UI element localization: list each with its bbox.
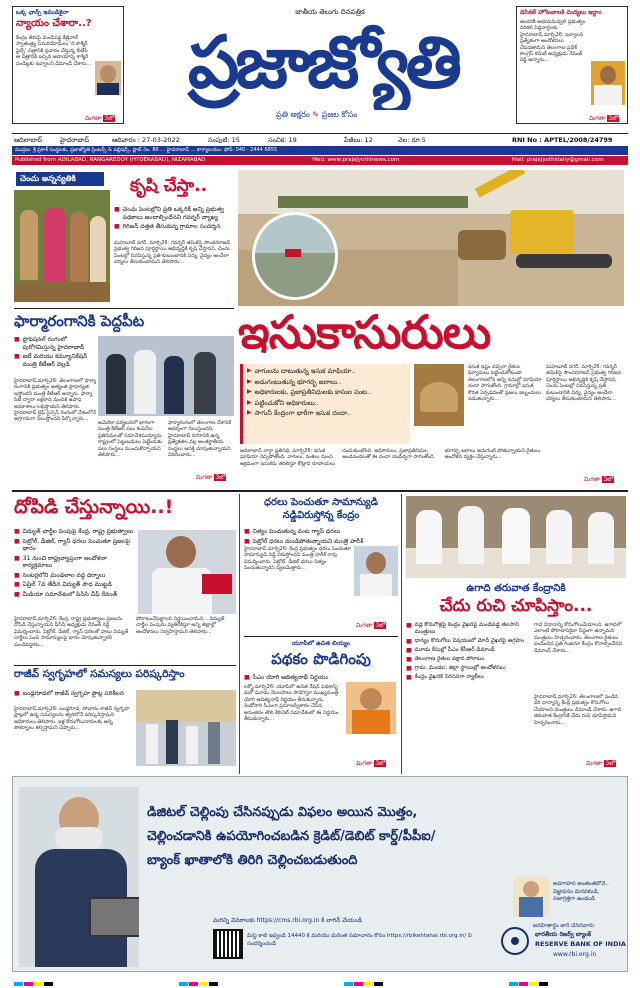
left-headline: న్యాయం చేశారా..? bbox=[16, 18, 92, 29]
bullet-icon: ■ bbox=[406, 656, 412, 663]
ad-more-link[interactable]: మరిన్ని వివరాలకు https://cms.rbi.org.in కి లాగిన్ చేయండి bbox=[213, 917, 362, 924]
bullet-icon: ■ bbox=[14, 353, 20, 360]
triangle-icon: ▶ bbox=[247, 388, 252, 395]
published-from: Published from ADILABAD, RANGAREDDY (HYDERABAD), NIZAMABAD bbox=[15, 157, 206, 163]
lead-points: ▶ వాగులను దాటుతున్న ఇసుక మాఫియా.. ▶ అడుగంటుతున్న భూగర్భ జలాలు.. ▶ అధికారులకు, ప్రజాప్రతినిధులకు కాసుల పంట.. ▶ పట్టించుకోని అధికారులు.. ▶ సాగునీ కేంద్రంగా భారీగా ఇసుక దందా.. bbox=[240, 364, 410, 444]
lead-body-3: ఇసుక ఇష్టం వచ్చినా రైతుల ఫిర్యాదులు పట్టించుకోకుండా తెలంగాణలోని అన్ని నదుల్లో మాఫియా దందా సాగుతోంది. గ్రామాల్లో ఇసుక కొరత ఏర్పడడంతో ప్రజలు ఇబ్బందులు పడుతున్నారు... bbox=[468, 364, 542, 403]
bullet-icon: ■ bbox=[406, 647, 412, 654]
bullet-icon: ■ bbox=[114, 223, 120, 230]
ugadi-bullets: ■ వడ్ల కొనుగోళ్లపై కేంద్రం వైఖరిపై మండిపడ్డ తలసాని మంత్రులు ■ ధాన్యం కొనుగోలు విషయంలో మోదీ వైఖరిపై ఆగ్రహం ■ మూడు కేసుల్లో సీఎం కేసీఆర్ డిమాండ్ ■ తెలంగాణ రైతుల పక్షాన పోరాటం ■ గ్రామ, మండల, జిల్లా స్థాయిల్లో ఆందోళనలు ■ కేంద్రం వైఖరికి నిరసనగా ర్యాలీలు bbox=[406, 622, 524, 681]
address-bar: ముద్రణ: శ్రీ ప్రకాశ్ సంస్థలకు, ప్రజాజ్యోతి ప్రింటర్స్ & పబ్లిషర్స్, ప్లాట్ నెం. 80 ... హైదరాబాద్ ... కార్యాలయం: ఫోన్: 040 - 2444 6855 bbox=[12, 146, 628, 155]
ad-line-2: చెల్లించడానికి ఉపయోగించబడిన క్రెడిట్/డెబిట్ కార్డ్/పీపీఐ/ bbox=[147, 829, 436, 844]
bullet-icon: ■ bbox=[14, 690, 20, 697]
bullet-icon: ■ bbox=[406, 622, 412, 629]
lead-body-2: ఆదిలాబాద్ వార్తా ప్రతినిధి, మార్చి26: ఇసుక మాఫియా రెచ్చిపోతోంది. వాగులు, వంకలు నుంచి అక్రమంగా ఇసుకను తరలిస్తూ కోట్లాది రూపాయలు దండుకుంటోంది. అధికారులు, ప్రజాప్రతినిధుల అండదండలతో ఈ దందా యథేచ్ఛగా సాగుతోంది. భూగర్భ జలాలు అడుగంటి పోతున్నాయని రైతులు ఆందోళన వ్యక్తం చేస్తున్నారు... bbox=[240, 448, 541, 467]
prices-headline: ధరలు పెంచుతూ సామాన్యుడి నడ్డివిరుస్తోన్న కేంద్రం bbox=[263, 497, 379, 521]
rajiv-inspection-photo bbox=[136, 690, 236, 766]
pen-icon: ✎ bbox=[312, 110, 320, 119]
yogi-headline: పథకం పొడిగింపు bbox=[271, 650, 371, 668]
pharma-rule bbox=[14, 308, 234, 309]
left-kicker: ఒక్క ఛాన్స్ ఇవండికైనా bbox=[16, 9, 69, 16]
yogi-bullet: ■ సీఎం యోగి ఆదిత్యనాథ్ నిర్ణయం bbox=[244, 674, 329, 681]
loot-body: హైదరాబాద్,మార్చి26: కేంద్ర, రాష్ట్ర ప్రభుత్వాలు ప్రజలను దోపిడి చేస్తున్నాయని పీసీసీ అధ్యక్షుడు రేవంత్ రెడ్డి విమర్శించారు. పెట్రోల్, డీజిల్, గ్యాస్ ధరలతో పాటు విద్యుత్ చార్జీలు పెంచి సామాన్యులపై భారం మోపుతున్నారని మండిపడ్డారు... bbox=[14, 616, 129, 648]
pharma-body-2: అమెరికా పర్యటనలో భాగంగా మంత్రి కేటీఆర్ పలు కంపెనీల ప్రతినిధులతో సమావేశమయ్యారు. రాష్ట్రంలో పెట్టుబడులు పెట్టేందుకు పలు సంస్థలు ముందుకొచ్చాయని తెలిపారు... bbox=[98, 420, 163, 459]
edition: ఆదిలాబాద్ bbox=[14, 136, 43, 144]
kejriwal-photo bbox=[95, 61, 121, 95]
ugadi-body-2: హైదరాబాద్,మార్చి26: తెలంగాణలో పండిన వరి ధాన్యాన్ని కేంద్ర ప్రభుత్వం కొనుగోలు చేయాలని మంత్రులు డిమాండ్ చేశారు. ఉగాది తరువాత కేంద్రానికి చేదు రుచి చూపిస్తామని హెచ్చరించారు... bbox=[534, 694, 622, 726]
ad-line-3: బ్యాంక్ ఖాతాలోకి తిరిగి చెల్లించబడుతుంది bbox=[147, 853, 358, 868]
prices-bullets: ■ నిత్యం పెంచుతున్న వంట గ్యాస్ ధరలు ■ పెట్రోల్ ధరలు మండిపోతున్నాయని మంత్రి హరీశ్ bbox=[244, 528, 364, 545]
sand-inset-photo bbox=[252, 212, 338, 300]
bullet-icon: ■ bbox=[406, 674, 412, 681]
ktr-meeting-photo bbox=[98, 336, 234, 416]
loot-bullets: ■ విద్యుత్ చార్జీల పెంపుపై కేంద్ర, రాష్ట్ర ప్రభుత్వాలు ■ పెట్రోల్, డీజిల్, గ్యాస్ ధరలు పెంచుతూ ప్రజలపై భారం ■ 31 నుంచి రాష్ట్రవ్యాప్తంగా ఆందోళనా కార్యక్రమాలు ■ సెంటర్లలోని మండలాల వద్ద ధర్నాలు ■ ఏప్రిల్ 7వ తేదీన విద్యుత్ సౌధ ముట్టడి ■ మీడియా సమావేశంలో పిసిసి చీఫ్ రేవంత్ bbox=[14, 528, 134, 598]
ugadi-headline: చేదు రుచి చూపిస్తాం... bbox=[439, 596, 593, 616]
qr-code[interactable] bbox=[213, 929, 243, 959]
rajiv-headline: రాజీవ్ స్వగృహలో సమస్యలు పరిష్కరిస్తాం bbox=[14, 668, 185, 680]
bullet-icon: ■ bbox=[14, 336, 20, 343]
lead-kicker: చెంచు అన్నన్యతికి bbox=[16, 172, 104, 186]
right-more[interactable]: మిగతా 3లో bbox=[589, 115, 619, 122]
mail[interactable]: Mail: prajajyothidaily@gmail.com bbox=[512, 157, 604, 163]
triangle-icon: ▶ bbox=[247, 409, 252, 416]
announcer-illustration bbox=[513, 877, 549, 917]
ugadi-more[interactable]: మిగతా 3లో bbox=[586, 760, 616, 767]
amitabh-photo bbox=[19, 787, 139, 967]
tagline: జాతీయ తెలుగు దినపత్రిక bbox=[295, 8, 365, 16]
left-more[interactable]: మిగతా 3లో bbox=[85, 115, 115, 122]
volume: సంపుటి: 15 bbox=[208, 136, 240, 144]
bullet-icon: ■ bbox=[244, 674, 250, 681]
masthead-right-box bbox=[516, 6, 628, 124]
right-body: అందరికీ అభయమివ్వలి ప్రభుత్వం దిరికలి పెద్దివార్తలకు హైదరాబాద్,మార్చి26: ఇవ్వాలని ప్రత్యేకంగా ఆందోళనలు చేపడతామని తెలంగాణ ప్రదేశ్ కాంగ్రెస్ కమిటీ అధ్యక్షుడు రేవంత్ రెడ్డి అన్నారు... bbox=[520, 19, 586, 64]
ministers-press-photo bbox=[406, 496, 626, 578]
yogi-more[interactable]: మిగతా 3లో bbox=[356, 760, 386, 767]
revanth-photo bbox=[591, 61, 625, 105]
pharma-headline: ఫార్మారంగానికి పెద్దపీట bbox=[14, 312, 145, 330]
loot-headline: దోపిడి చేస్తున్నాయి..! bbox=[14, 496, 174, 518]
rbi-telugu-name: భారతీయ రిజర్వ్ బ్యాంక్ bbox=[535, 931, 592, 938]
yogi-body: లక్నో,మార్చి26: యూపీలో ఉచిత రేషన్ పథకాన్ని మరో మూడు నెలలపాటు పొడిగిస్తూ ముఖ్యమంత్రి యోగి ఆదిత్యనాథ్ నిర్ణయం తీసుకున్నారు. రెండోసారి సీఎంగా ప్రమాణస్వీకారం చేసిన అనంతరం తొలి కేబినెట్ సమావేశంలో ఈ నిర్ణయం తీసుకున్నారు... bbox=[244, 684, 339, 723]
rbi-ad bbox=[12, 776, 628, 972]
masthead-left-box bbox=[12, 6, 124, 124]
lead-body: మహబూబ్ నగర్, మార్చి26: గవర్నర్ తమిళిసై సౌందరరాజన్ ప్రభుత్వ గిరిజన పూర్తిస్థాయి అభివృద్ధికి కృషి చేస్తానని, చెంచు పెంటల్లో నివసిస్తున్న ప్రతి కుటుంబానికి విద్య, వైద్యం అందేలా చర్యలు తీసుకుంటామని తెలిపారు... bbox=[114, 240, 231, 266]
bullet-icon: ■ bbox=[244, 528, 250, 535]
lead-body-4: మహబూబ్ నగర్, మార్చి26: గవర్నర్ తమిళిసై సౌందరరాజన్ ప్రభుత్వ గిరిజన పూర్తిస్థాయి అభివృద్ధికి కృషి చేస్తానని, చెంచు పెంటల్లో నివసిస్తున్న ప్రతి కుటుంబానికి విద్య, వైద్యం అందేలా చర్యలు తీసుకుంటామని తెలిపారు... bbox=[546, 364, 621, 403]
slogan: ప్రతి అక్షరం ✎ ప్రజల కోసం bbox=[276, 110, 358, 119]
triangle-icon: ▶ bbox=[247, 377, 252, 385]
color-registration-marks bbox=[14, 976, 626, 986]
bullet-icon: ■ bbox=[114, 206, 120, 213]
yogi-photo bbox=[346, 682, 396, 734]
left-body: కేంద్రం తీరుపై మండిపడ్డ కేజ్రీవాల్ స్వాతంత్ర్య సమరయోధులు 'ది కాశ్మీర్ ఫైల్స్' చిత్రానికి ప్రచారం చేస్తున్న బీజేపీ ఆ చిత్రానికి ఇచ్చిన ఆదాయాన్ని కాశ్మీరీ పండిట్లకు ఇవ్వాలని డిమాండ్ చేశారు... bbox=[16, 35, 92, 67]
triangle-icon: ▶ bbox=[247, 398, 252, 406]
bullet-icon: ■ bbox=[244, 537, 250, 545]
bullet-icon: ■ bbox=[14, 581, 20, 588]
rbi-seal-icon bbox=[501, 927, 529, 955]
rajiv-body: హైదరాబాద్,మార్చి26: బండ్లగూడ, పోచారం రాజీవ్ స్వగృహ ప్లాట్లలో ఉన్న సమస్యలను త్వరలోనే పరిష్కరిస్తామని అధికారులు తెలిపారు. ఇళ్ల కొనుగోలుదారులకు అన్ని సౌకర్యాలు కల్పిస్తామని చెప్పారు... bbox=[14, 706, 130, 732]
dateline-top-rule bbox=[12, 133, 628, 134]
city: హైదరాబాద్ bbox=[60, 136, 89, 144]
pages: పేజీలు: 12 bbox=[344, 136, 373, 144]
bullet-icon: ■ bbox=[14, 528, 20, 535]
bullet-icon: ■ bbox=[14, 554, 20, 562]
rajiv-rule bbox=[14, 665, 236, 666]
pharma-body: హైదరాబాద్,మార్చి26: తెలంగాణలో ఫార్మా రంగానికి ప్రభుత్వం అత్యంత ప్రాధాన్యత ఇస్తోందని మంత్రి కేటీఆర్ అన్నారు. ఫార్మా సిటీ ద్వారా లక్షలాది మందికి ఉపాధి అవకాశాలు లభిస్తాయని తెలిపారు. హైదరాబాద్ లైఫ్ సైన్సెస్ రంగంలో దేశంలోనే అగ్రగామిగా నిలుస్తోందని పేర్కొన్నారు... bbox=[14, 378, 96, 423]
ad-issued-by: జనహితార్థం జారీ చేసినవారు bbox=[533, 923, 594, 929]
pharma-more[interactable]: మిగతా 3లో bbox=[196, 474, 226, 481]
price: వెల: రూ.5 bbox=[398, 136, 426, 144]
loot-body-2: పోరాటంచేపట్టాలని నిర్ణయించామని... విద్యుత్ చార్జీల పెంపును వ్యతిరేకిస్తూ అన్ని జిల్లాల్లో ఆందోళనలు నిర్వహిస్తామని తెలిపారు... bbox=[136, 616, 225, 635]
prices-more[interactable]: మిగతా 3లో bbox=[356, 622, 386, 629]
pharma-bullets: ■ ఫ్రొఫెషనల్ రంగంలో పురోగమిస్తున్న హైదరాబాద్ ■ ఐటీ మరియు కమ్యూనికేషన్ మంత్రి కేటీఆర్ వెల్లడి bbox=[14, 336, 88, 368]
main-headline: ఇసుకాసురులు bbox=[238, 305, 491, 359]
section-rule-1 bbox=[12, 490, 628, 492]
ugadi-body: గాడ విధానాన్ని కొనుగోలుచేయాలని, ఉగాదిలో ఎలాంటి పోరాటానికైనా సిద్దంగా ఉన్నామని మంత్రులు హెచ్చరించారు. తెలంగాణ రైతులు పండించిన ప్రతి గింజనూ కేంద్రం కొనాల్సిందేనని డిమాండ్ చేశారు... bbox=[534, 622, 623, 654]
yogi-kicker: యూపీలో ఉచిత బియ్యం bbox=[291, 640, 351, 647]
issue: సంచిక: 19 bbox=[268, 136, 297, 144]
triangle-icon: ▶ bbox=[247, 367, 252, 374]
ugadi-kicker: ఉగాది తరువాత కేంద్రానికి bbox=[466, 583, 566, 594]
lead-bullets: ■ చెంచు పెంటల్లోని ప్రతి ఒక్కరికీ అన్ని ప్రభుత్వ పథకాలు అందాల్సిందేనని గవర్నర్ వ్యాఖ్య ■ గిరిజన్ దత్తత తీసుకున్న గ్రామాల సందర్శన bbox=[114, 206, 224, 230]
rbi-url[interactable]: www.rbi.org.in bbox=[553, 951, 597, 958]
bullet-icon: ■ bbox=[14, 571, 20, 579]
ad-line-1: డిజిటల్ చెల్లింపు చేసినప్పుడు విఫలం అయిన మొత్తం, bbox=[147, 805, 418, 820]
revanth-speaking-photo bbox=[138, 530, 236, 614]
ad-more-info: మిస్డ్ కాల్ ఇవ్వండి 14440 కి మరియు మరింత సమాచారం కోసం https://rbikehtahai.rbi.org.in/ ని సందర్శించండి bbox=[247, 933, 472, 947]
governor-tribal-photo bbox=[14, 190, 110, 302]
col-rule-1 bbox=[239, 494, 240, 774]
rni: RNI No : APTEL/2008/24799 bbox=[512, 136, 613, 144]
dateline bbox=[12, 135, 628, 145]
bullet-icon: ■ bbox=[406, 638, 412, 645]
lead-more[interactable]: మిగతా 3లో bbox=[584, 476, 614, 483]
col-rule-2 bbox=[401, 494, 402, 774]
right-kicker: డెసికల్ హోటవాలకి మద్యలు ఇద్దాం bbox=[520, 9, 602, 16]
pharma-body-3: ఫార్మారంగంలో తెలంగాణ దేశానికే ఆదర్శంగా నిలుస్తుందని, హైదరాబాద్ నగరానికి ఉన్న ప్రత్యేకతల వల్ల అంతర్జాతీయ సంస్థలు ఆసక్తి చూపుతున్నాయని వివరించారు... bbox=[168, 420, 231, 459]
prices-body: హైదరాబాద్,మార్చి26: కేంద్ర ప్రభుత్వం ధరలు పెంచుతూ సామాన్యుడి నడ్డి విరుస్తోందని మంత్రి హరీశ్ రావు విమర్శించారు. పెట్రోల్, డీజిల్ ధరలు నిత్యం పెంచుతున్నారని ధ్వజమెత్తారు... bbox=[244, 546, 351, 572]
harish-photo bbox=[354, 546, 398, 596]
bullet-icon: ■ bbox=[14, 590, 20, 598]
bullet-icon: ■ bbox=[406, 665, 412, 672]
bullet-icon: ■ bbox=[14, 537, 20, 545]
rbi-name: RESERVE BANK OF INDIA bbox=[535, 940, 626, 948]
masthead bbox=[0, 0, 640, 132]
rajiv-bullet: ■ బండ్లగూడలో రాజీవ్ స్వగృహ ఫ్లాట్ల పరిశీలన bbox=[14, 690, 125, 697]
sand-pile-photo bbox=[414, 364, 464, 426]
lead-headline: కృషి చేస్తా.. bbox=[130, 176, 208, 196]
published-bar bbox=[12, 156, 628, 165]
website[interactable]: Web: www.prajajyothinews.com bbox=[312, 157, 400, 163]
yogi-rule bbox=[244, 636, 398, 637]
date: ఆదివారం : 27-03-2022 bbox=[112, 136, 180, 144]
newspaper-logo: ప్రజాజ్యోతి bbox=[188, 20, 458, 104]
ad-aware-text: అవగాహన అంతంతలోనే.. విజ్ఞాపనం మరవకండి, సజాగ్రత్తగా ఉండండి bbox=[553, 881, 609, 902]
